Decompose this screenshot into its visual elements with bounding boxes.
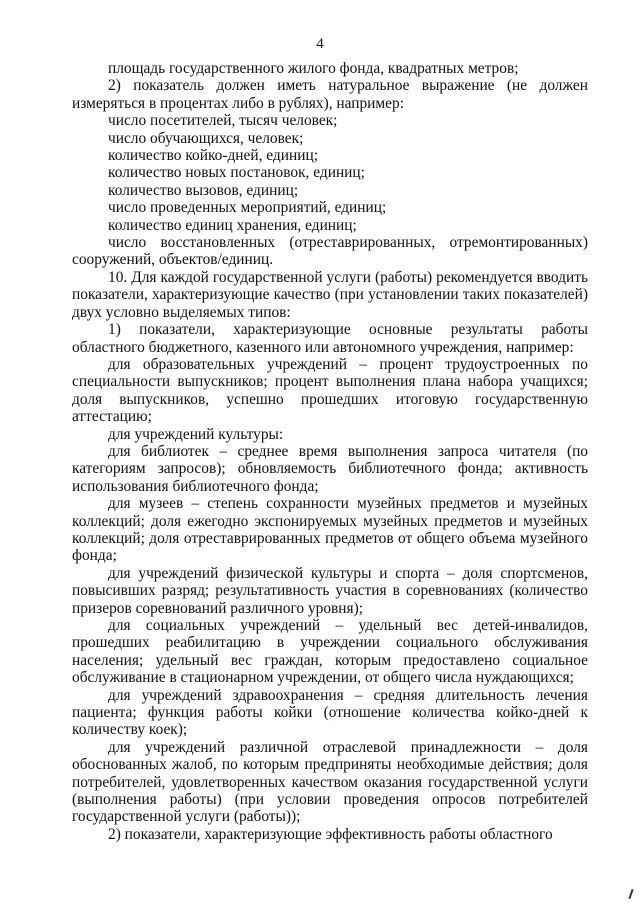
list-item-events: число проведенных мероприятий, единиц; [108,199,387,217]
paragraph-education: для образовательных учреждений – процент трудоустроенных по специальности выпускников; процент выполнения плана набора учащихся; доля выпускников, успешно прошедших итоговую государственную аттестацию; [72,355,588,426]
list-item-new-productions: количество новых постановок, единиц; [108,164,365,182]
body-text [72,60,588,843]
list-item-calls: количество вызовов, единиц; [108,181,299,199]
list-item-bed-days: количество койко-дней, единиц; [108,147,318,165]
paragraph-efficiency-indicators: 2) показатели, характеризующие эффективность работы областного [108,825,553,843]
paragraph-museums: для музеев – степень сохранности музейных предметов и музейных коллекций; доля ежегодно экспонируемых музейных предметов и музейных коллекций; доля отреставрированных предметов от общего объема музейного фонда; [72,495,588,565]
paragraph-results-indicators: 1) показатели, характеризующие основные результаты работы областного бюджетного, казенного или автономного учреждения, например: [72,321,588,356]
paragraph-living-area: площадь государственного жилого фонда, квадратных метров; [108,60,519,77]
scan-mark [628,889,633,899]
list-item-storage-units: количество единиц хранения, единиц; [108,216,357,234]
paragraph-healthcare: для учреждений здравоохранения – средняя длительность лечения пациента; функция работы койки (отношение количества койко-дней к количеству коек); [72,686,588,739]
paragraph-social: для социальных учреждений – удельный вес детей-инвалидов, прошедших реабилитацию в учреждении социального обслуживания населения; удельный вес граждан, которым предоставлено социальное обслуживание в стационарном учреждении, от общего числа нуждающихся; [72,617,588,687]
paragraph-indicator-natural: 2) показатель должен иметь натуральное выражение (не должен измеряться в процентах либо в рублях), например: [72,77,588,112]
paragraph-sport: для учреждений физической культуры и спорта – доля спортсменов, повысивших разряд; результативность участия в соревнованиях (количество призеров соревнований различного уровня); [72,564,588,617]
list-item-restored: число восстановленных (отреставрированных, отремонтированных) сооружений, объектов/единиц. [72,234,588,269]
list-item-visitors: число посетителей, тысяч человек; [108,112,338,130]
paragraph-libraries: для библиотек – среднее время выполнения запроса читателя (по категориям запросов); обновляемость библиотечного фонда; активность использования библиотечного фонда; [72,442,588,495]
page-number: 4 [316,36,324,52]
paragraph-culture: для учреждений культуры: [108,425,284,443]
paragraph-section-10: 10. Для каждой государственной услуги (работы) рекомендуется вводить показатели, характеризующие качество (при установлении таких показателей) двух условно выделяемых типов: [72,268,588,321]
paragraph-various: для учреждений различной отраслевой принадлежности – доля обоснованных жалоб, по которым предприняты необходимые действия; доля потребителей, удовлетворенных качеством оказания государственной услуги (выполнения работы) (при условии проведения опросов потребителей государственной услуги (работы)); [72,738,588,826]
list-item-students: число обучающихся, человек; [108,129,304,147]
